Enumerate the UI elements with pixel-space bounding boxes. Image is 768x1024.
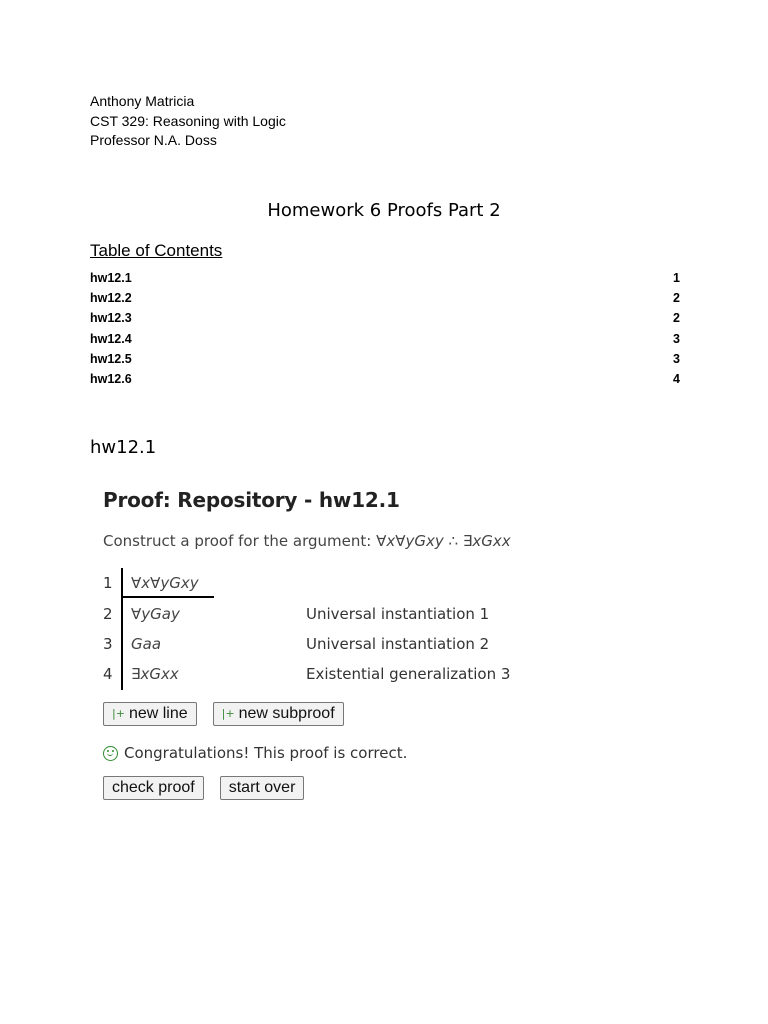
toc-entry[interactable] (90, 268, 680, 288)
start-over-button[interactable]: start over (220, 776, 305, 800)
proof-feedback (103, 744, 663, 762)
toc-entry-page: 1 (673, 271, 680, 285)
line-justification[interactable]: Universal instantiation 1 (306, 605, 490, 623)
line-number: 3 (103, 635, 113, 653)
course-name: CST 329: Reasoning with Logic (90, 112, 286, 129)
document-title: Homework 6 Proofs Part 2 (267, 200, 501, 221)
proof-edit-buttons (103, 702, 663, 726)
toc-entry-label: hw12.4 (90, 331, 132, 346)
toc-entry[interactable] (90, 349, 680, 369)
toc-entry-page: 4 (673, 371, 680, 386)
line-formula[interactable]: Gaa (131, 635, 162, 653)
toc-entry-label: hw12.2 (90, 291, 132, 306)
line-number: 2 (103, 605, 113, 623)
toc-entry-label: hw12.1 (90, 271, 132, 285)
line-formula[interactable]: ∀x∀yGxy (131, 574, 199, 592)
toc-heading[interactable]: Table of Contents (90, 241, 223, 260)
proof-instruction (103, 532, 663, 550)
author-block (90, 92, 286, 151)
proof-table (103, 568, 663, 696)
toc-entry[interactable] (90, 308, 680, 328)
smiley-icon (103, 746, 118, 761)
toc-entry-page: 3 (673, 351, 680, 366)
toc-entry-label: hw12.5 (90, 351, 132, 366)
new-subproof-label: new subproof (238, 705, 335, 722)
line-formula[interactable]: ∃xGxx (131, 665, 179, 683)
new-line-button[interactable] (103, 702, 197, 726)
add-subproof-icon: |+ (221, 707, 235, 720)
toc-entry[interactable] (90, 288, 680, 308)
feedback-text: Congratulations! This proof is correct. (124, 744, 408, 762)
proof-scope-bar (121, 568, 123, 690)
line-justification[interactable]: Universal instantiation 2 (306, 635, 490, 653)
line-number: 1 (103, 574, 113, 592)
line-justification[interactable]: Existential generalization 3 (306, 665, 511, 683)
table-of-contents (90, 268, 680, 389)
proof-title: Proof: Repository - hw12.1 (103, 488, 400, 512)
toc-entry[interactable] (90, 329, 680, 349)
section-heading: hw12.1 (90, 437, 157, 458)
new-line-label: new line (128, 705, 188, 722)
add-line-icon: |+ (112, 707, 125, 720)
check-proof-button[interactable]: check proof (103, 776, 204, 800)
proof-screenshot (103, 480, 663, 800)
line-number: 4 (103, 665, 113, 683)
toc-entry-label: hw12.3 (90, 311, 132, 326)
professor-name: Professor N.A. Doss (90, 132, 217, 148)
author-name: Anthony Matricia (90, 93, 195, 109)
toc-entry-label: hw12.6 (90, 371, 132, 386)
instruction-text: Construct a proof for the argument: (103, 532, 377, 550)
line-formula[interactable]: ∀yGay (131, 605, 180, 623)
toc-entry-page: 3 (673, 331, 680, 346)
toc-entry[interactable] (90, 369, 680, 389)
toc-entry-page: 2 (673, 291, 680, 306)
argument-text: ∀x∀yGxy ∴ ∃xGxx (376, 532, 511, 550)
new-subproof-button[interactable] (213, 702, 344, 726)
proof-check-buttons (103, 776, 663, 800)
toc-entry-page: 2 (673, 311, 680, 326)
